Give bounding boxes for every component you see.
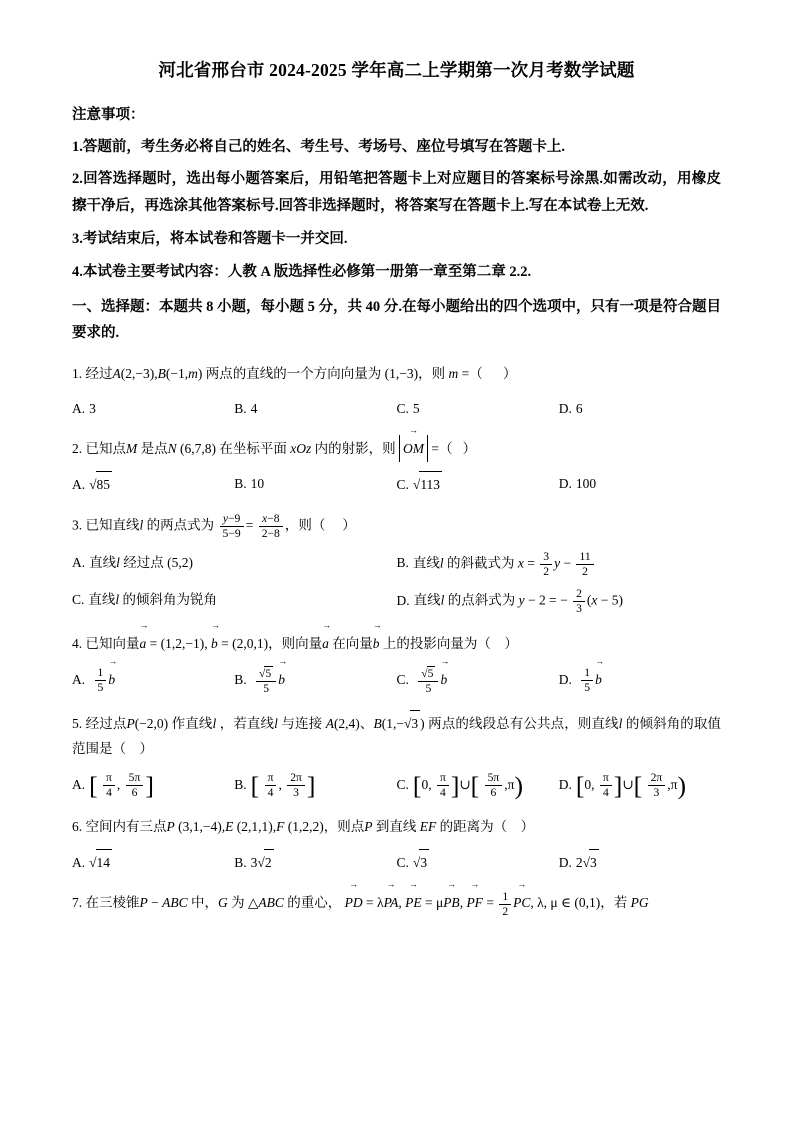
option-c[interactable]: C. $\frac{√5}{5}$ → b bbox=[396, 655, 450, 695]
question-1-number: 1. bbox=[72, 366, 83, 382]
option-c[interactable]: C. 5 bbox=[396, 400, 420, 416]
question-7 bbox=[72, 879, 721, 918]
notice-item-4: 4.本试卷主要考试内容：人教 A 版选择性必修第一册第一章至第二章 2.2. bbox=[72, 263, 532, 280]
question-4-options bbox=[72, 655, 721, 696]
question-5-stem: 5. 经过点P(−2,0) 作直线l ，若直线l 与连接 A(2,4)、B(1,−√3 ) 两点的线段总有公共点，则直线l 的倾斜角的取值范围是（ ） bbox=[72, 710, 721, 762]
question-7-number: 7. bbox=[72, 895, 83, 911]
question-6-number: 6. bbox=[72, 818, 83, 834]
question-2-number: 2. bbox=[72, 441, 83, 457]
option-d[interactable]: D. [0, $\frac{\pi}{4}$ ]∪[ $\frac{2\pi}{3}$ ,π) bbox=[558, 770, 686, 800]
question-6-options bbox=[72, 849, 721, 876]
question-3-number: 3. bbox=[72, 517, 83, 533]
question-6 bbox=[72, 814, 721, 875]
question-4-stem: 4. 已知向量 → a = (1,2,−1), → b = (2,0,1)，则向量 → a 在向量 → b 上的投影向量为（ ） bbox=[72, 620, 518, 652]
option-a[interactable]: A. √85 bbox=[72, 471, 234, 498]
question-3-stem: 3. 已知直线l 的两点式为 $\frac{y-9}{5-9}$ = $\frac{x-8}{2-8}$ ，则（ ） bbox=[72, 511, 356, 540]
option-b[interactable]: B. 3√2 bbox=[234, 849, 396, 876]
option-c[interactable]: C. [0, $\frac{\pi}{4}$ ]∪[ $\frac{5\pi}{6}$ ,π) bbox=[396, 770, 524, 800]
option-d[interactable]: D. $\frac{1}{5}$ → b bbox=[558, 655, 605, 695]
question-3-options-row1 bbox=[72, 550, 721, 579]
option-a[interactable]: A. √14 bbox=[72, 849, 234, 876]
option-b[interactable]: B. [ $\frac{\pi}{4}$ , $\frac{2\pi}{3}$ ] bbox=[234, 770, 316, 800]
notice-item-3: 3.考试结束后，将本试卷和答题卡一并交回. bbox=[72, 230, 348, 247]
option-a[interactable]: A. 直线l 经过点 (5,2) bbox=[72, 554, 194, 570]
notice-item-2: 2.回答选择题时，选出每小题答案后，用铅笔把答题卡上对应题目的答案标号涂黑.如需改动，用橡皮擦干净后，再选涂其他答案标号.回答非选择题时，将答案写在答题卡上.写在本试卷上无效. bbox=[72, 171, 721, 215]
question-3-options-row2 bbox=[72, 587, 721, 616]
option-b[interactable]: B. 10 bbox=[234, 476, 265, 492]
question-3 bbox=[72, 512, 721, 617]
question-1 bbox=[72, 361, 721, 421]
question-2 bbox=[72, 425, 721, 497]
question-6-stem: 6. 空间内有三点P (3,1,−4),E (2,1,1),F (1,2,2)，则点P 到直线 EF 的距离为（ ） bbox=[72, 818, 535, 834]
option-d[interactable]: D. 直线l 的点斜式为 y − 2 = − $\frac{2}{3}$ (x − 5) bbox=[396, 587, 624, 616]
option-d[interactable]: D. 100 bbox=[558, 476, 597, 492]
option-d[interactable]: D. 6 bbox=[558, 400, 583, 416]
option-b[interactable]: B. $\frac{√5}{5}$ → b bbox=[234, 655, 288, 695]
page-title: 河北省邢台市 2024-2025 学年高二上学期第一次月考数学试题 bbox=[158, 60, 635, 80]
question-4 bbox=[72, 620, 721, 695]
option-b[interactable]: B. 4 bbox=[234, 400, 258, 416]
question-2-stem: 2. 已知点M 是点N (6,7,8) 在坐标平面 xOz 内的射影，则 → OM =（ ） bbox=[72, 435, 721, 462]
option-a[interactable]: A. $\frac{1}{5}$ → b bbox=[72, 655, 118, 695]
question-2-options bbox=[72, 471, 721, 498]
question-1-options bbox=[72, 396, 721, 422]
question-5 bbox=[72, 710, 721, 800]
option-a[interactable]: A. 3 bbox=[72, 400, 96, 416]
question-1-stem: 1. 经过A(2,−3),B(−1,m) 两点的直线的一个方向向量为 (1,−3)，则 m =（ ） bbox=[72, 366, 517, 382]
question-5-number: 5. bbox=[72, 715, 83, 731]
question-5-options bbox=[72, 771, 721, 800]
notice-item-1: 1.答题前，考生务必将自己的姓名、考生号、考场号、座位号填写在答题卡上. bbox=[72, 138, 565, 155]
option-c[interactable]: C. √3 bbox=[397, 849, 559, 876]
option-d[interactable]: D. 2√3 bbox=[559, 849, 721, 876]
option-a[interactable]: A. [ $\frac{\pi}{4}$ , $\frac{5\pi}{6}$ ] bbox=[72, 770, 154, 800]
option-c[interactable]: C. √113 bbox=[397, 471, 559, 498]
section-heading-choice: 一、选择题：本题共 8 小题，每小题 5 分，共 40 分.在每小题给出的四个选项中，只有一项是符合题目要求的. bbox=[72, 298, 721, 342]
notice-heading: 注意事项： bbox=[72, 106, 145, 123]
option-b[interactable]: B. 直线l 的斜截式为 x = $\frac{3}{2}$ y − $\frac{11}{2}$ bbox=[397, 550, 722, 579]
question-4-number: 4. bbox=[72, 636, 83, 652]
option-c[interactable]: C. 直线l 的倾斜角为锐角 bbox=[72, 592, 218, 608]
question-7-stem: 7. 在三棱锥P − ABC 中，G 为 △ABC 的重心， → PD = λ → PA, → PE = μ → PB, → PF = $\frac{1}{2}$ → PC, λ, μ ∈ (0,1)，若 PG bbox=[72, 879, 649, 918]
